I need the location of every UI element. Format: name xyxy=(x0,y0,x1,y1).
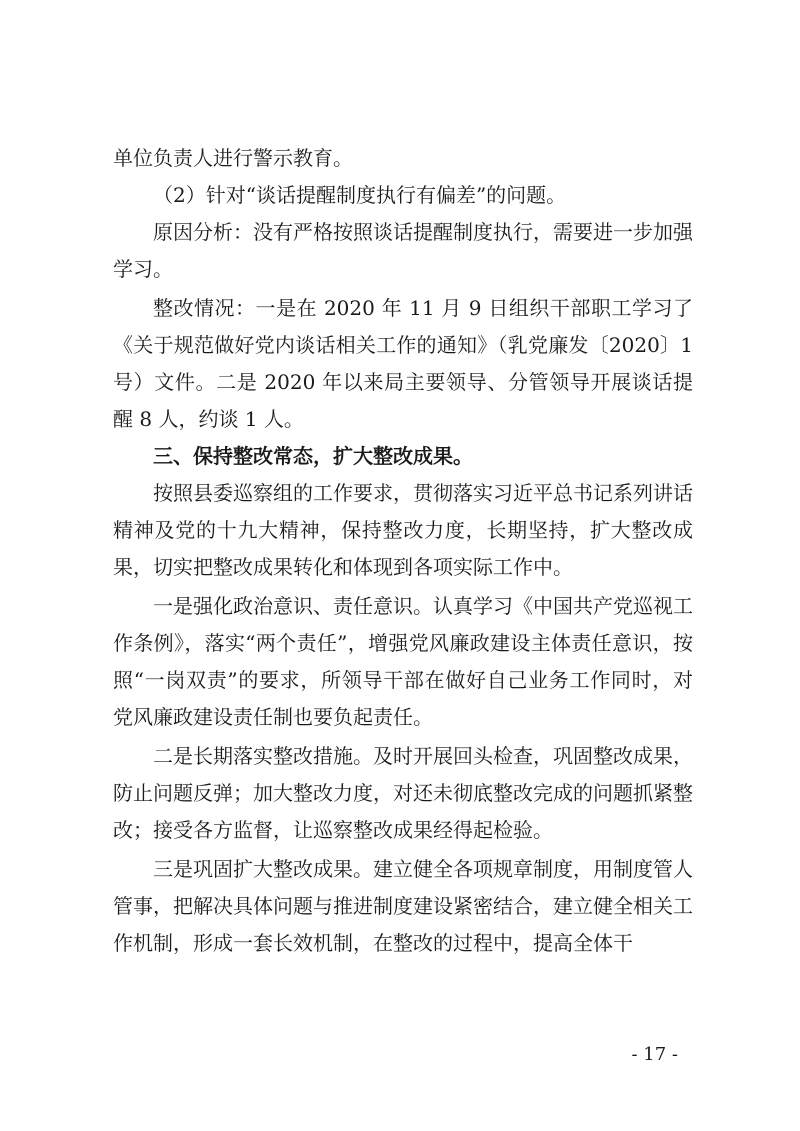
paragraph-cause-analysis: 原因分析：没有严格按照谈话提醒制度执行，需要进一步加强学习。 xyxy=(113,220,693,281)
paragraph-point-2: 二是长期落实整改措施。及时开展回头检查，巩固整改成果，防止问题反弹；加大整改力度，对还未彻底整改完成的问题抓紧整改；接受各方监督，让巡察整改成果经得起检验。 xyxy=(113,744,693,842)
paragraph-point-1: 一是强化政治意识、责任意识。认真学习《中国共产党巡视工作条例》，落实“两个责任”，增强党风廉政建设主体责任意识，按照“一岗双责”的要求，所领导干部在做好自己业务工作同时，对党风廉政建设责任制也要负起责任。 xyxy=(113,594,693,729)
paragraph-continuation: 单位负责人进行警示教育。 xyxy=(113,146,353,170)
paragraph-issue-2: （2）针对“谈话提醒制度执行有偏差”的问题。 xyxy=(153,183,567,207)
section-heading-3: 三、保持整改常态，扩大整改成果。 xyxy=(153,444,473,468)
paragraph-rectification: 整改情况：一是在 2020 年 11 月 9 日组织干部职工学习了《关于规范做好党内谈话相关工作的通知》（乳党廉发〔2020〕1 号）文件。二是 2020 年以来局主要领导、分管领导开展谈话提醒 8 人，约谈 1 人。 xyxy=(113,296,693,431)
page-number: - 17 - xyxy=(631,1044,678,1065)
document-body xyxy=(113,140,693,962)
paragraph-requirements: 按照县委巡察组的工作要求，贯彻落实习近平总书记系列讲话精神及党的十九大精神，保持整改力度，长期坚持，扩大整改成果，切实把整改成果转化和体现到各项实际工作中。 xyxy=(113,481,693,579)
paragraph-point-3: 三是巩固扩大整改成果。建立健全各项规章制度，用制度管人管事，把解决具体问题与推进制度建设紧密结合，建立健全相关工作机制，形成一套长效机制，在整改的过程中，提高全体干 xyxy=(113,857,693,955)
